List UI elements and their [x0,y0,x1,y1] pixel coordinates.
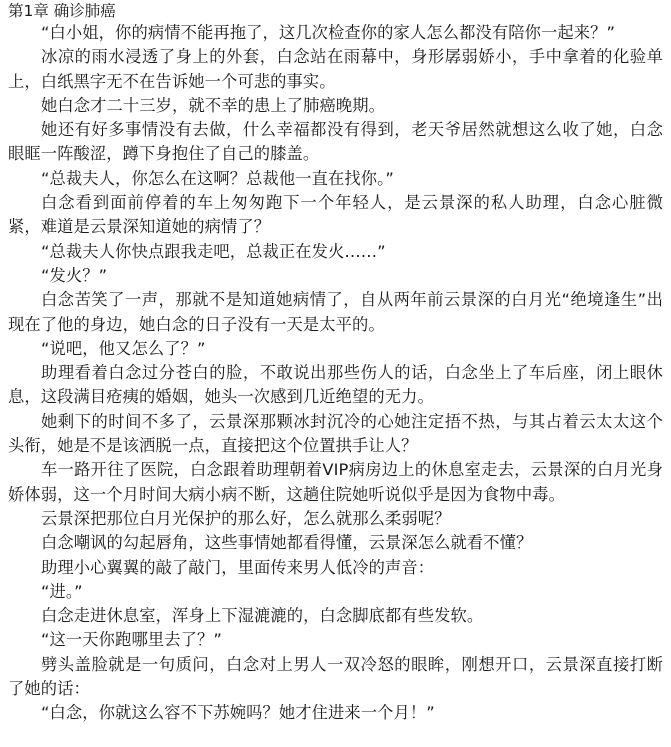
paragraph: 车一路开往了医院，白念跟着助理朝着VIP病房边上的休息室走去，云景深的白月光身娇体弱，这一个月时间大病小病不断，这趟住院她听说似乎是因为食物中毒。 [8,460,663,504]
paragraph: 她白念才二十三岁，就不幸的患上了肺癌晚期。 [41,95,386,115]
paragraph: 助理看着白念过分苍白的脸，不敢说出那些伤人的话，白念坐上了车后座，闭上眼休息，这段满目疮痍的婚姻，她头一次感到几近绝望的无力。 [8,363,663,407]
paragraph: 白念嘲讽的勾起唇角，这些事情她都看得懂，云景深怎么就看不懂？ [41,533,533,553]
paragraph: “这一天你跑哪里去了？” [41,630,222,650]
paragraph: “总裁夫人你快点跟我走吧，总裁正在发火……” [41,241,386,261]
paragraph: 白念走进休息室，浑身上下湿漉漉的，白念脚底都有些发软。 [41,606,484,626]
paragraph: 助理小心翼翼的敲了敲门，里面传来男人低冷的声音： [41,557,435,577]
paragraph: 她剩下的时间不多了，云景深那颗冰封沉冷的心她注定捂不热，与其占着云太太这个头衔，她是不是该洒脱一点，直接把这个位置拱手让人？ [8,411,663,456]
paragraph: “说吧，他又怎么了？” [41,338,206,358]
paragraph: 她还有好多事情没有去做，什么幸福都没有得到，老天爷居然就想这么收了她，白念眼眶一阵酸涩，蹲下身抱住了自己的膝盖。 [8,120,663,164]
paragraph: 冰凉的雨水浸透了身上的外套，白念站在雨幕中，身形孱弱娇小，手中拿着的化验单上，白纸黑字无不在告诉她一个可悲的事实。 [8,47,663,91]
paragraph: 云景深把那位白月光保护的那么好，怎么就那么柔弱呢？ [41,508,451,528]
paragraph: “总裁夫人，你怎么在这啊？总裁他一直在找你。” [41,168,394,188]
paragraph: “进。” [41,581,83,601]
chapter-title: 第1章 确诊肺癌 [8,2,116,20]
paragraph: 白念看到面前停着的车上匆匆跑下一个年轻人，是云景深的私人助理，白念心脏微紧，难道是云景深知道她的病情了？ [8,193,663,237]
paragraph: 白念苦笑了一声，那就不是知道她病情了，自从两年前云景深的白月光“绝境逢生”出现在了他的身边，她白念的日子没有一天是太平的。 [8,290,663,334]
paragraph: “白小姐，你的病情不能再拖了，这几次检查你的家人怎么都没有陪你一起来？” [41,23,616,42]
paragraph: “白念，你就这么容不下苏婉吗？她才住进来一个月！” [41,703,435,723]
paragraph: “发火？” [41,265,108,285]
paragraph: 劈头盖脸就是一句质问，白念对上男人一双冷怒的眼眸，刚想开口，云景深直接打断了她的话： [8,654,663,699]
